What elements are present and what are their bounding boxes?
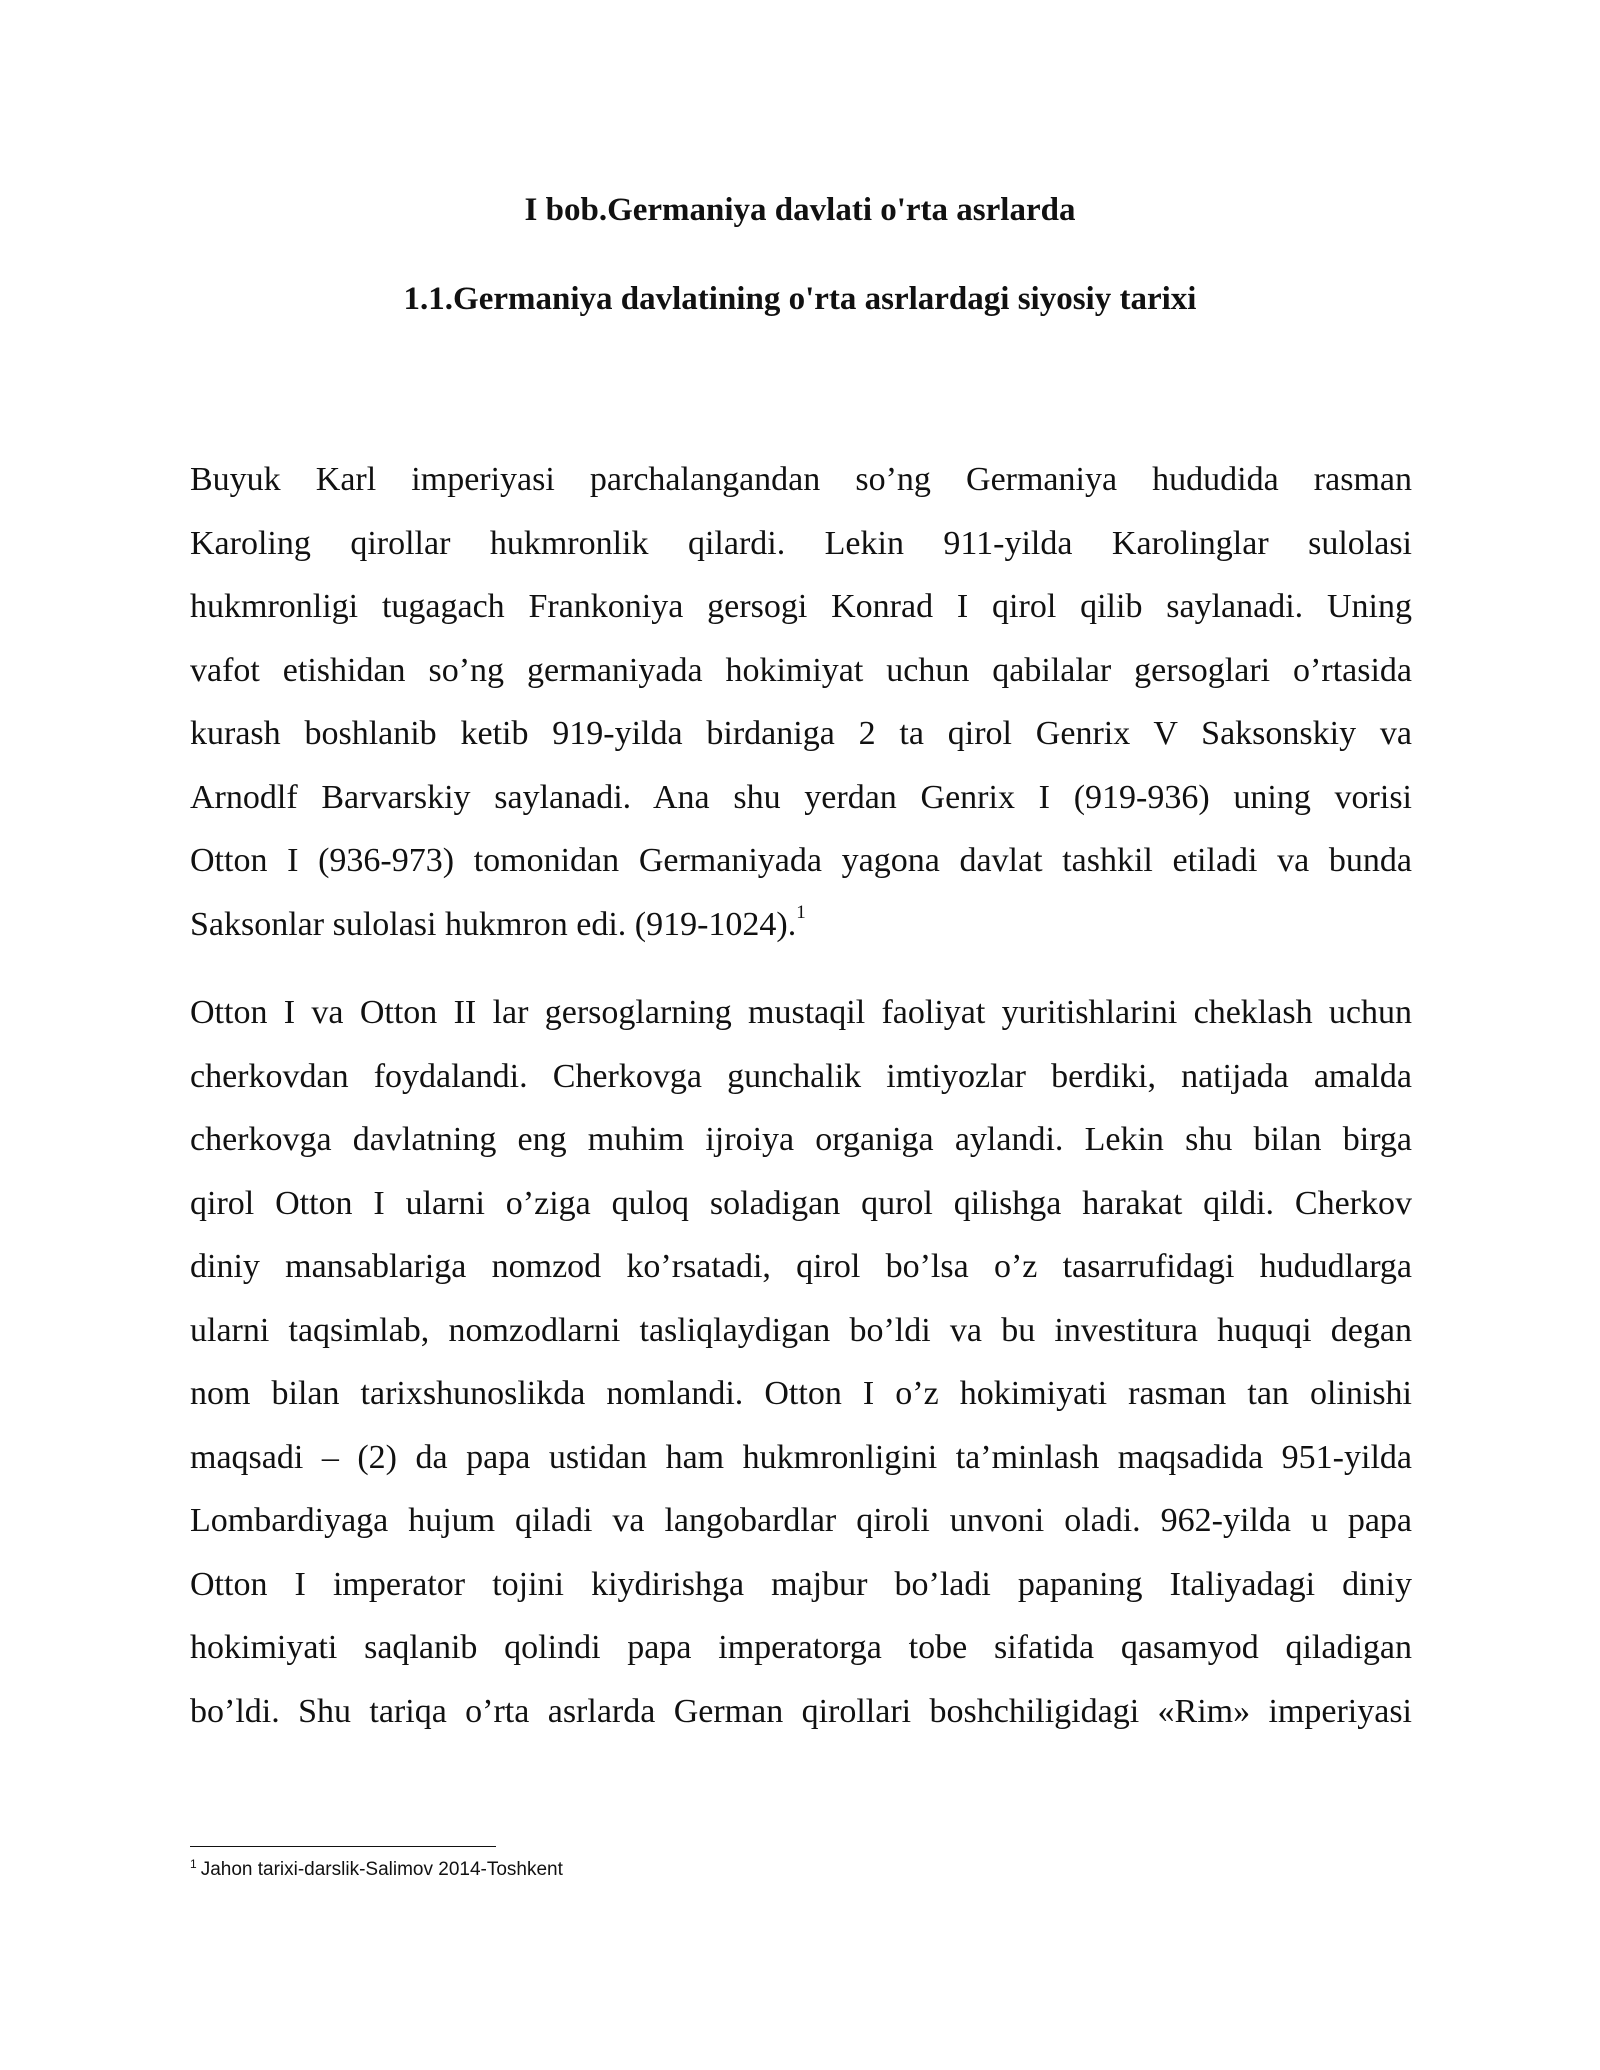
- paragraph-line: kurash boshlanib ketib 919-yilda birdaniga 2 ta qirol Genrix V Saksonskiy va: [190, 715, 1412, 752]
- footnote-reference[interactable]: 1: [796, 902, 806, 924]
- footnote-text: Jahon tarixi-darslik-Salimov 2014-Toshkent: [200, 1859, 563, 1880]
- paragraph-line: cherkovga davlatning eng muhim ijroiya organiga aylandi. Lekin shu bilan birga: [190, 1121, 1412, 1158]
- footnote: [190, 1858, 563, 1882]
- paragraph-line: nom bilan tarixshunoslikda nomlandi. Otton I o’z hokimiyati rasman tan olinishi: [190, 1375, 1412, 1412]
- paragraph-line: Arnodlf Barvarskiy saylanadi. Ana shu yerdan Genrix I (919-936) uning vorisi: [190, 778, 1412, 816]
- paragraph-line: Otton I imperator tojini kiydirishga majbur bo’ladi papaning Italiyadagi diniy: [190, 1565, 1412, 1603]
- paragraph-line: qirol Otton I ularni o’ziga quloq soladigan qurol qilishga harakat qildi. Cherkov: [190, 1184, 1412, 1222]
- paragraph-line: diniy mansablariga nomzod ko’rsatadi, qirol bo’lsa o’z tasarrufidagi hududlarga: [190, 1248, 1412, 1285]
- paragraph-line: Lombardiyaga hujum qiladi va langobardlar qiroli unvoni oladi. 962-yilda u papa: [190, 1502, 1412, 1539]
- paragraph-1: [190, 448, 1412, 956]
- paragraph-line: hokimiyati saqlanib qolindi papa imperatorga tobe sifatida qasamyod qiladigan: [190, 1629, 1412, 1666]
- paragraph-2: [190, 981, 1412, 1743]
- footnote-number: 1: [190, 1856, 197, 1871]
- paragraph-line-last: [190, 893, 1412, 957]
- section-title: 1.1.Germaniya davlatining o'rta asrlardagi siyosiy tarixi: [403, 281, 1197, 317]
- footnote-separator: [190, 1846, 496, 1847]
- paragraph-line: cherkovdan foydalandi. Cherkovga gunchalik imtiyozlar berdiki, natijada amalda: [190, 1057, 1412, 1095]
- paragraph-line: Buyuk Karl imperiyasi parchalangandan so’ng Germaniya hududida rasman: [190, 461, 1412, 498]
- chapter-title: I bob.Germaniya davlati o'rta asrlarda: [524, 192, 1076, 228]
- paragraph-line: Otton I va Otton II lar gersoglarning mustaqil faoliyat yuritishlarini cheklash uchun: [190, 994, 1412, 1031]
- paragraph-line-text: Saksonlar sulolasi hukmron edi. (919-1024).: [190, 905, 797, 943]
- paragraph-line: bo’ldi. Shu tariqa o’rta asrlarda German qirollari boshchiligidagi «Rim» imperiyasi: [190, 1692, 1412, 1730]
- paragraph-line: hukmronligi tugagach Frankoniya gersogi Konrad I qirol qilib saylanadi. Uning: [190, 588, 1412, 625]
- paragraph-line: Otton I (936-973) tomonidan Germaniyada yagona davlat tashkil etiladi va bunda: [190, 842, 1412, 879]
- paragraph-line: maqsadi – (2) da papa ustidan ham hukmronligini ta’minlash maqsadida 951-yilda: [190, 1438, 1412, 1476]
- paragraph-line: vafot etishidan so’ng germaniyada hokimiyat uchun qabilalar gersoglari o’rtasida: [190, 651, 1412, 689]
- paragraph-line: ularni taqsimlab, nomzodlarni tasliqlaydigan bo’ldi va bu investitura huquqi degan: [190, 1311, 1412, 1349]
- paragraph-line: Karoling qirollar hukmronlik qilardi. Lekin 911-yilda Karolinglar sulolasi: [190, 524, 1412, 562]
